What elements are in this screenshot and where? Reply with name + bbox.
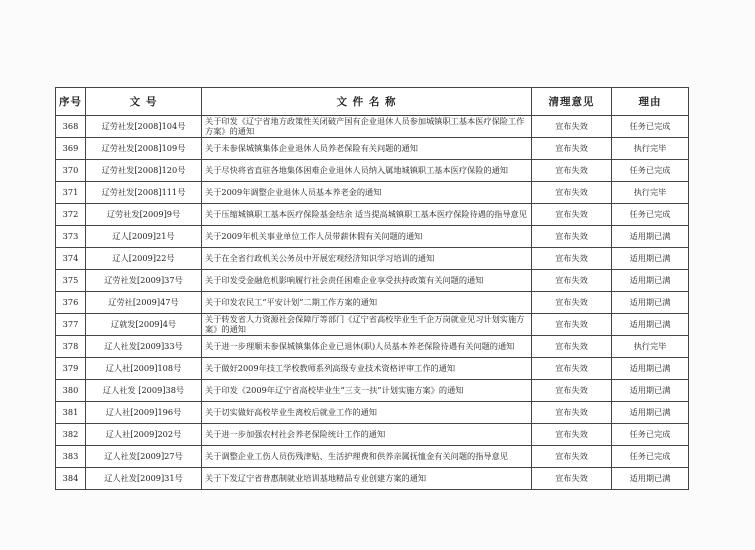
row-reason: 适用期已满 [612, 226, 689, 248]
table-row [56, 336, 689, 358]
table-header-row [56, 88, 689, 116]
row-doc-number: 辽人[2009]21号 [86, 226, 202, 248]
row-seq: 371 [56, 182, 86, 204]
row-doc-number: 辽人社[2009]108号 [86, 358, 202, 380]
row-reason: 适用期已满 [612, 402, 689, 424]
table-row [56, 314, 689, 336]
row-seq: 377 [56, 314, 86, 336]
row-reason: 适用期已满 [612, 248, 689, 270]
row-seq: 379 [56, 358, 86, 380]
row-seq: 373 [56, 226, 86, 248]
row-reason: 适用期已满 [612, 468, 689, 490]
row-doc-name: 关于2009年机关事业单位工作人员带薪休假有关问题的通知 [202, 226, 532, 248]
row-opinion: 宣布失效 [532, 248, 612, 270]
row-doc-name: 关于印发农民工“平安计划”二期工作方案的通知 [202, 292, 532, 314]
table-row [56, 402, 689, 424]
row-seq: 374 [56, 248, 86, 270]
table-row [56, 160, 689, 182]
row-doc-name: 关于未参保城镇集体企业退休人员养老保险有关问题的通知 [202, 138, 532, 160]
row-reason: 适用期已满 [612, 358, 689, 380]
row-doc-number: 辽劳社发[2008]120号 [86, 160, 202, 182]
row-reason: 任务已完成 [612, 204, 689, 226]
row-reason: 适用期已满 [612, 292, 689, 314]
row-reason: 执行完毕 [612, 138, 689, 160]
row-opinion: 宣布失效 [532, 402, 612, 424]
row-seq: 375 [56, 270, 86, 292]
row-doc-name: 关于2009年调整企业退休人员基本养老金的通知 [202, 182, 532, 204]
row-seq: 370 [56, 160, 86, 182]
row-opinion: 宣布失效 [532, 292, 612, 314]
row-opinion: 宣布失效 [532, 160, 612, 182]
row-opinion: 宣布失效 [532, 116, 612, 138]
row-seq: 376 [56, 292, 86, 314]
row-doc-name: 关于在全省行政机关公务员中开展宏观经济知识学习培训的通知 [202, 248, 532, 270]
row-opinion: 宣布失效 [532, 182, 612, 204]
row-seq: 378 [56, 336, 86, 358]
row-doc-number: 辽就发[2009]4号 [86, 314, 202, 336]
row-opinion: 宣布失效 [532, 336, 612, 358]
row-opinion: 宣布失效 [532, 226, 612, 248]
table-row [56, 270, 689, 292]
row-doc-name: 关于尽快将省直驻各地集体困难企业退休人员纳入属地城镇职工基本医疗保险的通知 [202, 160, 532, 182]
row-opinion: 宣布失效 [532, 358, 612, 380]
row-doc-number: 辽劳社发[2009]37号 [86, 270, 202, 292]
row-reason: 任务已完成 [612, 160, 689, 182]
row-seq: 372 [56, 204, 86, 226]
row-reason: 适用期已满 [612, 380, 689, 402]
table-row [56, 446, 689, 468]
table-row [56, 380, 689, 402]
table-row [56, 226, 689, 248]
table-row [56, 468, 689, 490]
table-row [56, 248, 689, 270]
header-opinion: 清理意见 [532, 88, 612, 116]
row-seq: 383 [56, 446, 86, 468]
row-doc-name: 关于印发《2009年辽宁省高校毕业生“三支一扶”计划实施方案》的通知 [202, 380, 532, 402]
row-reason: 适用期已满 [612, 270, 689, 292]
row-doc-number: 辽人[2009]22号 [86, 248, 202, 270]
row-seq: 381 [56, 402, 86, 424]
row-opinion: 宣布失效 [532, 424, 612, 446]
row-opinion: 宣布失效 [532, 380, 612, 402]
row-doc-name: 关于切实做好高校毕业生离校后就业工作的通知 [202, 402, 532, 424]
row-doc-number: 辽劳社发[2009]9号 [86, 204, 202, 226]
row-doc-number: 辽人社[2009]196号 [86, 402, 202, 424]
table-row [56, 138, 689, 160]
row-reason: 任务已完成 [612, 446, 689, 468]
row-seq: 369 [56, 138, 86, 160]
row-seq: 382 [56, 424, 86, 446]
row-reason: 执行完毕 [612, 182, 689, 204]
row-doc-name: 关于调整企业工伤人员伤残津贴、生活护理费和供养亲属抚恤金有关问题的指导意见 [202, 446, 532, 468]
header-doc-number: 文 号 [86, 88, 202, 116]
row-doc-number: 辽劳社[2009]47号 [86, 292, 202, 314]
header-seq: 序号 [56, 88, 86, 116]
header-reason: 理由 [612, 88, 689, 116]
document-cleanup-table [55, 87, 689, 490]
table-row [56, 182, 689, 204]
row-doc-number: 辽人社[2009]202号 [86, 424, 202, 446]
row-doc-number: 辽人社发[2009]31号 [86, 468, 202, 490]
row-doc-name: 关于做好2009年技工学校教师系列高级专业技术资格评审工作的通知 [202, 358, 532, 380]
row-reason: 任务已完成 [612, 424, 689, 446]
row-seq: 384 [56, 468, 86, 490]
row-doc-number: 辽劳社发[2008]109号 [86, 138, 202, 160]
row-opinion: 宣布失效 [532, 468, 612, 490]
row-doc-name: 关于印发受金融危机影响履行社会责任困难企业享受扶持政策有关问题的通知 [202, 270, 532, 292]
row-doc-name: 关于压缩城镇职工基本医疗保险基金结余 适当提高城镇职工基本医疗保险待遇的指导意见 [202, 204, 532, 226]
row-reason: 任务已完成 [612, 116, 689, 138]
row-seq: 380 [56, 380, 86, 402]
table-row [56, 292, 689, 314]
table-row [56, 204, 689, 226]
table-row [56, 358, 689, 380]
row-opinion: 宣布失效 [532, 446, 612, 468]
row-doc-name: 关于印发《辽宁省地方政策性关闭破产国有企业退休人员参加城镇职工基本医疗保险工作方案》的通知 [202, 116, 532, 138]
row-doc-name: 关于转发省人力资源社会保障厅等部门《辽宁省高校毕业生千企万岗就业见习计划实施方案》的通知 [202, 314, 532, 336]
header-doc-name: 文 件 名 称 [202, 88, 532, 116]
row-opinion: 宣布失效 [532, 204, 612, 226]
table-row [56, 424, 689, 446]
row-doc-name: 关于进一步理顺未参保城镇集体企业已退休(职)人员基本养老保险待遇有关问题的通知 [202, 336, 532, 358]
row-doc-number: 辽劳社发[2008]104号 [86, 116, 202, 138]
row-opinion: 宣布失效 [532, 138, 612, 160]
row-doc-number: 辽人社发 [2009]38号 [86, 380, 202, 402]
row-doc-name: 关于下发辽宁省普惠制就业培训基地精品专业创建方案的通知 [202, 468, 532, 490]
row-doc-number: 辽人社发[2009]33号 [86, 336, 202, 358]
row-reason: 执行完毕 [612, 336, 689, 358]
row-doc-number: 辽人社发[2009]27号 [86, 446, 202, 468]
table-row [56, 116, 689, 138]
row-doc-number: 辽劳社发[2008]111号 [86, 182, 202, 204]
row-opinion: 宣布失效 [532, 314, 612, 336]
row-seq: 368 [56, 116, 86, 138]
row-doc-name: 关于进一步加强农村社会养老保险统计工作的通知 [202, 424, 532, 446]
row-reason: 适用期已满 [612, 314, 689, 336]
row-opinion: 宣布失效 [532, 270, 612, 292]
